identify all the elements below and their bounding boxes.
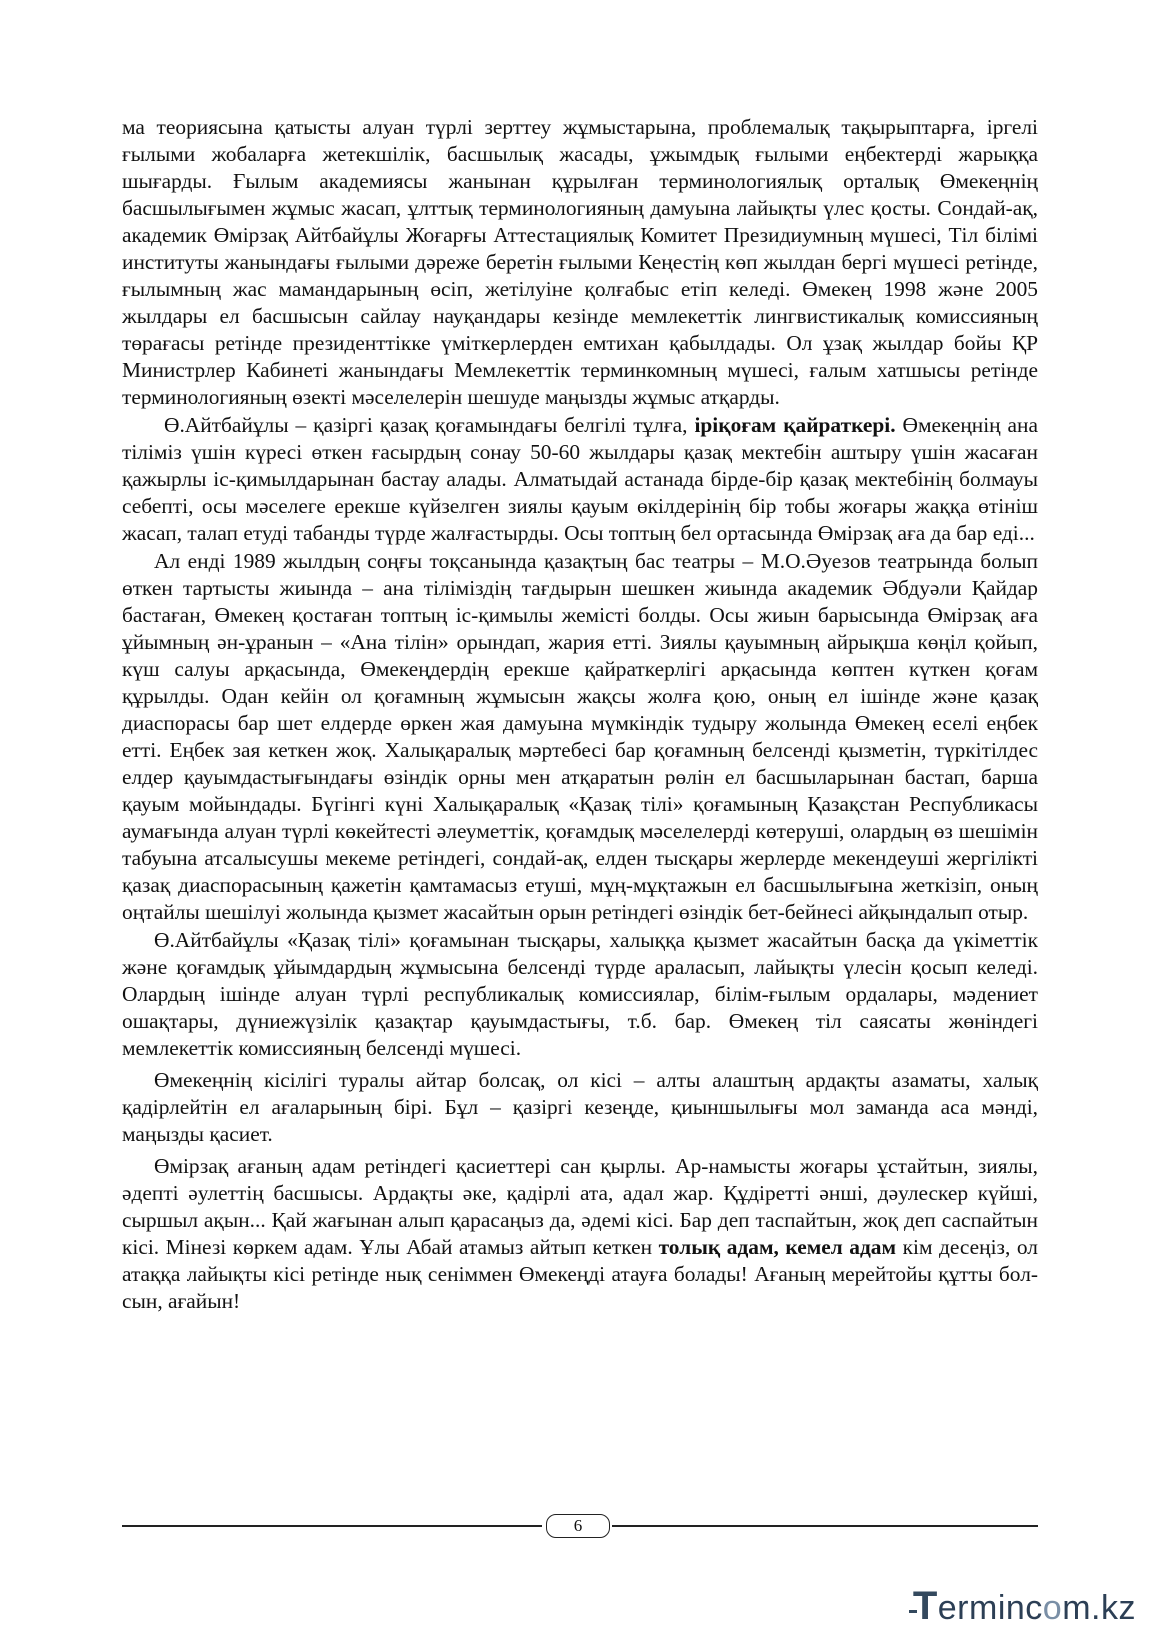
paragraph-4	[122, 927, 1038, 1062]
text-run: Өмекеңнің кісілігі туралы айтар болсақ, ол кісі – алты алаштың ардақты азаматы, халық қадірлейтін ел ағаларының бірі. Бұл – қазіргі кезеңде, қиыншылығы мол заманда аса мәнді, маңызды қасиет.	[122, 1068, 1038, 1146]
page-footer	[122, 1514, 1038, 1538]
article-body	[122, 114, 1038, 1315]
paragraph-5	[122, 1067, 1038, 1148]
watermark-ring-letter: ο	[1042, 1589, 1063, 1627]
footer-rule-right	[612, 1525, 1038, 1527]
text-run: Ө.Айтбайұлы – қазіргі қазақ қоғамындағы белгілі тұлға,	[164, 413, 695, 437]
termincom-watermark	[909, 1586, 1136, 1626]
paragraph-6	[122, 1153, 1038, 1315]
bold-phrase: толық адам, кемел адам	[658, 1235, 897, 1259]
text-run: кім десеңіз, ол атаққа лайықты кісі ретінде нық сеніммен Өмекеңді атауға болады! Ағаның мерейтойы құтты болсын, ағайын!	[122, 1235, 1038, 1313]
paragraph-2	[122, 412, 1038, 547]
text-run: ма теориясына қатысты алуан түрлі зерттеу жұмыстарына, проблемалық тақырыптарға, іргелі ғылыми жобаларға жетекшілік, басшылық жасады, ұжымдық ғылыми еңбектерді жарыққа шығарды. Ғылым академиясы жанынан құрылған терминологиялық орталық Өмекеңнің басшылығымен жұмыс жасап, ұлттық терминологияның дамуына лайықты үлес қосты. Сондай-ақ, академик Өмірзақ Айтбайұлы Жоғарғы Аттестациялық Комитет Президиумның мүшесі, Тіл білімі институты жанындағы ғылыми дәреже беретін ғылыми Кеңестің көп жылдан бергі мүшесі ретінде, ғылымның жас мамандарының өсіп, жетілуіне қолғабыс етіп келеді. Өмекең 1998 және 2005 жылдары ел басшысын сайлау науқандары кезінде мемлекеттік лингвистикалық комиссияның төрағасы ретінде президенттікке үміткерлерден емтихан қабылдады. Ол ұзақ жылдар бойы ҚР Министрлер Кабинеті жанындағы Мемлекеттік терминкомның мүшесі, ғалым хатшысы ретінде терминологияның өзекті мәселелерін шешуде маңызды жұмыс атқарды.	[122, 115, 1038, 409]
text-run: Өмекеңнің ана тіліміз үшін күресі өткен ғасырдың сонау 50-60 жылдары қазақ мектебін аштыру үшін жасаған қажырлы іс-қимылдарынан бастау алады. Алматыдай астанада бірде-бір қазақ мектебінің болмауы себепті, осы мәселеге ерекше күйзелген зиялы қауым өкілдерінің бір тобы жоғары жаққа өтініш жасап, талап етуді табанды түрде жалғастырды. Осы топтың бел ортасында Өмірзақ аға да бар еді...	[122, 413, 1038, 545]
text-run: Өмірзақ ағаның адам ретіндегі қасиеттері сан қырлы. Ар-намысты жоғары ұстайтын, зиялы, әдепті әулеттің басшысы. Ардақты әке, қадірлі ата, адал жар. Құдіретті әнші, дәулескер күйші, сыршыл ақын... Қай жағынан алып қарасаңыз да, әдемі кісі. Бар деп таспайтын, жоқ деп саспайтын кісі. Мінезі көркем адам. Ұлы Абай атамыз айтып кеткен	[122, 1154, 1038, 1259]
watermark-tail: m.kz	[1062, 1589, 1136, 1627]
page-number: 6	[546, 1514, 610, 1538]
watermark-middle: erminc	[937, 1589, 1043, 1627]
paragraph-1	[122, 114, 1038, 411]
footer-rule-left	[122, 1525, 542, 1527]
text-run: Ал енді 1989 жылдың соңғы тоқсанында қазақтың бас театры – М.О.Әуезов театрында болып өткен тартысты жиында – ана тіліміздің тағдырын шешкен жиында академик Әбдуәли Қайдар бастаған, Өмекең қостаған топтың іс-қимылы жемісті болды. Осы жиын барысында Өмірзақ аға ұйымның ән-ұранын – «Ана тілін» орындап, жария етті. Зиялы қауымның айрықша көңіл қойып, күш салуы арқасында, Өмекеңдердің ерекше қайраткерлігі арқасында көптен күткен қоғам құрылды. Одан кейін ол қоғамның жұмысын жақсы жолға қою, оның ел ішінде және қазақ диаспорасы бар шет елдерде өркен жая дамуына мүмкіндік тудыру жолында Өмекең еселі еңбек етті. Еңбек зая кеткен жоқ. Халықаралық мәртебесі бар қоғамның белсенді қызметін, түркітілдес елдер қауымдастығындағы өзіндік орны мен атқаратын рөлін ел басшыларынан бастап, барша қауым мойындады. Бүгінгі күні Халықаралық «Қазақ тілі» қоғамының Қазақстан Республикасы аумағында алуан түрлі көкейтесті әлеуметтік, қоғамдық мәселелерді көтеруші, олардың өз шешімін табуына атсалысушы мекеме ретіндегі, сондай-ақ, елден тысқары жерлерде мекендеуші жергілікті қазақ диаспорасының қажетін қамтамасыз етуші, мұң-мұқтажын ел басшылығына жеткізіп, оның оңтайлы шешілуі жолында қызмет жасайтын орын ретіндегі өзіндік бет-бейнесі айқындалып отыр.	[122, 549, 1038, 924]
paragraph-3	[122, 548, 1038, 926]
bold-phrase: іріқоғам қайраткері.	[694, 413, 896, 437]
watermark-first-letter: T	[912, 1584, 938, 1628]
text-run: Ө.Айтбайұлы «Қазақ тілі» қоғамынан тысқары, халыққа қызмет жасайтын басқа да үкіметтік және қоғамдық ұйымдардың жұмысына белсенді түрде араласып, лайықты үлесін қосып келеді. Олардың ішінде алуан түрлі республикалық комиссиялар, білім-ғылым ордалары, мәдениет ошақтары, дүниежүзілік қазақтар қауымдастығы, т.б. бар. Өмекең тіл саясаты жөніндегі мемлекеттік комиссияның белсенді мүшесі.	[122, 928, 1038, 1060]
